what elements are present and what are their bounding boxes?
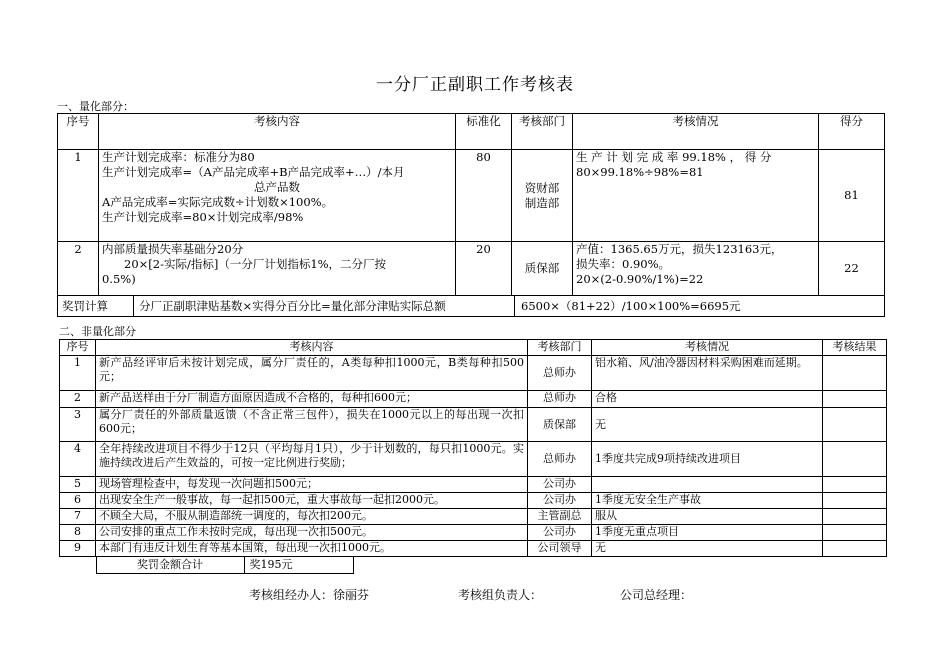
row-content: 公司安排的重点工作未按时完成，每出现一次扣500元。 bbox=[96, 525, 528, 541]
row-content: 新产品经评审后未按计划完成，属分厂责任的，A类每种扣1000元，B类每种扣500元； bbox=[96, 356, 528, 391]
document-title: 一分厂正副职工作考核表 bbox=[376, 75, 574, 95]
row-situation bbox=[573, 242, 819, 296]
row-standard: 20 bbox=[456, 242, 512, 296]
situation-line: 损失率：0.90%。 bbox=[576, 257, 671, 271]
content-line: 0.5%) bbox=[102, 272, 136, 286]
row-content: 出现安全生产一般事故，每一起扣500元，重大事故每一起扣2000元。 bbox=[96, 493, 528, 509]
total-value: 奖195元 bbox=[244, 557, 354, 574]
row-situation: 铝水箱、风/油冷器因材料采购困难而延期。 bbox=[592, 356, 823, 391]
footer-leader: 考核组负责人： bbox=[458, 588, 543, 602]
row-score: 22 bbox=[819, 242, 885, 296]
total-row bbox=[60, 557, 887, 575]
row-no: 7 bbox=[60, 509, 96, 525]
table-header-row bbox=[60, 340, 887, 356]
row-dept: 质保部 bbox=[528, 408, 592, 442]
row-situation bbox=[573, 150, 819, 242]
row-situation bbox=[592, 477, 823, 493]
content-line: 内部质量损失率基础分20分 bbox=[102, 242, 244, 256]
row-dept: 公司办 bbox=[528, 477, 592, 493]
row-result bbox=[823, 541, 887, 557]
header-score: 得分 bbox=[819, 114, 885, 150]
section1-heading: 一、量化部分： bbox=[57, 100, 134, 113]
row-result bbox=[823, 391, 887, 408]
bonus-value: 6500×（81+22）/100×100%=6695元 bbox=[521, 299, 741, 313]
header-dept: 考核部门 bbox=[512, 114, 573, 150]
row-score: 81 bbox=[819, 150, 885, 242]
row-dept bbox=[512, 150, 573, 242]
row-no: 4 bbox=[60, 442, 96, 477]
row-content: 不顾全大局，不服从制造部统一调度的，每次扣200元。 bbox=[96, 509, 528, 525]
row-dept: 总师办 bbox=[528, 391, 592, 408]
table-row bbox=[60, 408, 887, 442]
table-row bbox=[60, 493, 887, 509]
row-result bbox=[823, 509, 887, 525]
situation-line: 产值：1365.65万元，损失123163元， bbox=[576, 242, 783, 256]
header-situation: 考核情况 bbox=[573, 114, 819, 150]
table-row bbox=[60, 391, 887, 408]
section2-heading: 二、非量化部分 bbox=[59, 325, 136, 338]
row-result bbox=[823, 525, 887, 541]
header-content: 考核内容 bbox=[96, 340, 528, 356]
row-no: 5 bbox=[60, 477, 96, 493]
row-situation: 无 bbox=[592, 541, 823, 557]
row-no: 1 bbox=[60, 356, 96, 391]
header-dept: 考核部门 bbox=[528, 340, 592, 356]
quantitative-table bbox=[57, 113, 885, 317]
header-no: 序号 bbox=[58, 114, 99, 150]
row-content: 全年持续改进项目不得少于12只（平均每月1只），少于计划数的，每只扣1000元。实施持续改进后产生效益的，可按一定比例进行奖励； bbox=[96, 442, 528, 477]
row-content: 本部门有违反计划生育等基本国策，每出现一次扣1000元。 bbox=[96, 541, 528, 557]
header-situation: 考核情况 bbox=[592, 340, 823, 356]
row-no: 2 bbox=[60, 391, 96, 408]
dept-line: 资财部 bbox=[524, 180, 560, 195]
row-content: 新产品送样由于分厂制造方面原因造成不合格的，每种扣600元； bbox=[96, 391, 528, 408]
table-row bbox=[60, 442, 887, 477]
bonus-row bbox=[58, 296, 885, 317]
row-content bbox=[99, 242, 456, 296]
row-result bbox=[823, 408, 887, 442]
situation-line: 20×(2-0.90%/1%)=22 bbox=[576, 272, 704, 286]
row-situation: 1季度共完成9项持续改进项目 bbox=[592, 442, 823, 477]
row-result bbox=[823, 442, 887, 477]
row-result bbox=[823, 477, 887, 493]
row-dept: 质保部 bbox=[512, 242, 573, 296]
row-no: 8 bbox=[60, 525, 96, 541]
row-content: 现场管理检查中，每发现一次问题扣500元； bbox=[96, 477, 528, 493]
row-no: 1 bbox=[58, 150, 99, 242]
row-no: 2 bbox=[58, 242, 99, 296]
footer-manager: 公司总经理： bbox=[620, 588, 693, 602]
row-situation: 1季度无安全生产事故 bbox=[592, 493, 823, 509]
row-situation: 1季度无重点项目 bbox=[592, 525, 823, 541]
row-dept: 公司办 bbox=[528, 493, 592, 509]
row-no: 3 bbox=[60, 408, 96, 442]
dept-line: 制造部 bbox=[524, 195, 560, 210]
row-no: 6 bbox=[60, 493, 96, 509]
row-dept: 主管副总 bbox=[528, 509, 592, 525]
content-line: 总产品数 bbox=[254, 180, 300, 194]
table-header-row bbox=[58, 114, 885, 150]
row-situation: 服从 bbox=[592, 509, 823, 525]
row-result bbox=[823, 493, 887, 509]
header-no: 序号 bbox=[60, 340, 96, 356]
non-quantitative-table bbox=[59, 339, 887, 574]
header-content: 考核内容 bbox=[99, 114, 456, 150]
table-row bbox=[58, 242, 885, 296]
row-dept: 公司办 bbox=[528, 525, 592, 541]
bonus-label: 奖罚计算 bbox=[58, 296, 134, 316]
footer-organizer: 考核组经办人：徐丽芬 bbox=[249, 588, 370, 602]
table-row bbox=[60, 356, 887, 391]
total-label: 奖罚金额合计 bbox=[96, 557, 244, 574]
table-row bbox=[60, 525, 887, 541]
table-row bbox=[60, 477, 887, 493]
content-line: 生产计划完成率：标准分为80 bbox=[102, 150, 255, 164]
row-dept: 公司领导 bbox=[528, 541, 592, 557]
row-content bbox=[99, 150, 456, 242]
row-dept: 总师办 bbox=[528, 356, 592, 391]
row-result bbox=[823, 356, 887, 391]
content-line: 生产计划完成率=80×计划完成率/98% bbox=[102, 210, 304, 224]
row-no: 9 bbox=[60, 541, 96, 557]
header-result: 考核结果 bbox=[823, 340, 887, 356]
table-row bbox=[58, 150, 885, 242]
header-standard: 标准化 bbox=[456, 114, 512, 150]
content-line: A产品完成率=实际完成数÷计划数×100%。 bbox=[102, 195, 334, 209]
row-dept: 总师办 bbox=[528, 442, 592, 477]
row-situation: 合格 bbox=[592, 391, 823, 408]
table-row bbox=[60, 541, 887, 557]
table-row bbox=[60, 509, 887, 525]
content-line: 20×[2-实际/指标]（一分厂计划指标1%，二分厂按 bbox=[124, 257, 387, 271]
row-standard: 80 bbox=[456, 150, 512, 242]
row-content: 属分厂责任的外部质量返馈（不含正常三包件），损失在1000元以上的每出现一次扣600元； bbox=[96, 408, 528, 442]
bonus-formula: 分厂正副职津贴基数×实得分百分比=量化部分津贴实际总额 bbox=[134, 296, 515, 316]
situation-line: 80×99.18%÷98%=81 bbox=[576, 165, 704, 179]
row-situation: 无 bbox=[592, 408, 823, 442]
content-line: 生产计划完成率=（A产品完成率+B产品完成率+…）/本月 bbox=[102, 165, 405, 179]
situation-line: 生 产 计 划 完 成 率 99.18% ， 得 分 bbox=[576, 150, 772, 164]
